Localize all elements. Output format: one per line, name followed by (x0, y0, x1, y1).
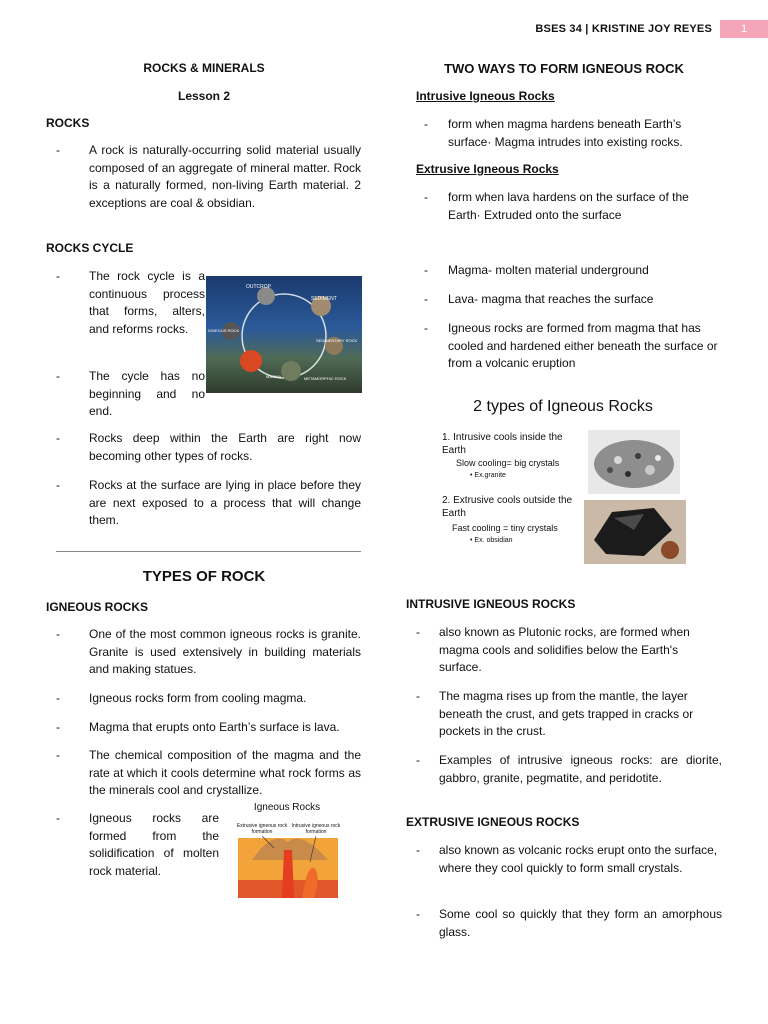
types-of-rock-heading: TYPES OF ROCK (142, 568, 266, 585)
list-item: - Igneous rocks are formed from the solidification of molten rock material. (56, 811, 219, 878)
list-item: - form when magma hardens beneath Earth’s surface· Magma intrudes into existing rocks. (424, 117, 683, 149)
intrusive-igneous-heading: INTRUSIVE IGNEOUS ROCKS (406, 597, 576, 611)
list-item: - Rocks deep within the Earth are right now becoming other types of rocks. (56, 431, 361, 463)
igneous-types-figure: 2 types of Igneous Rocks 1. Intrusive cools inside the Earth Slow cooling= big crystals • Ex.granite 2. Extrusive cools outside the Earth Fast cooling = tiny crystals • Ex. obsidian (436, 396, 690, 566)
doc-title: ROCKS & MINERALS (143, 61, 265, 75)
header-title: BSES 34 | KRISTINE JOY REYES (535, 23, 712, 35)
svg-text:SEDIMENT: SEDIMENT (311, 296, 337, 302)
figure-title: 2 types of Igneous Rocks (473, 398, 653, 415)
obsidian-photo (584, 500, 686, 564)
page-header (0, 20, 768, 38)
svg-text:IGNEOUS ROCK: IGNEOUS ROCK (208, 328, 240, 333)
volcano-cross-section (232, 800, 342, 900)
lesson-label: Lesson 2 (177, 89, 231, 103)
list-item: - Igneous rocks are formed from magma that has cooled and hardened either beneath the surface or from a volcanic eruption (424, 321, 718, 370)
list-item: - form when lava hardens on the surface of the Earth· Extruded onto the surface (424, 190, 689, 222)
list-item: - The rock cycle is a continuous process that forms, alters, and reforms rocks. (56, 269, 205, 336)
rock-cycle-image (206, 276, 362, 393)
svg-text:OUTCROP: OUTCROP (246, 284, 271, 290)
list-item: - Lava- magma that reaches the surface (424, 292, 654, 306)
list-item: - Some cool so quickly that they form an amorphous glass. (416, 907, 722, 939)
list-item: - also known as Plutonic rocks, are formed when magma cools and solidifies below the Earth's surface. (416, 625, 690, 674)
extrusive-heading: Extrusive Igneous Rocks (416, 162, 559, 176)
rock-cycle-diagram (206, 276, 362, 393)
list-item: - One of the most common igneous rocks is granite. Granite is used extensively in building materials and making statues. (56, 627, 361, 676)
svg-text:SEDIMENTARY ROCK: SEDIMENTARY ROCK (316, 338, 358, 343)
list-item: - Examples of intrusive igneous rocks: are diorite, gabbro, granite, pegmatite, and peridotite. (416, 753, 722, 785)
right-title: TWO WAYS TO FORM IGNEOUS ROCK (444, 61, 684, 76)
svg-text:MAGMA: MAGMA (266, 374, 282, 379)
svg-text:METAMORPHIC ROCK: METAMORPHIC ROCK (304, 376, 347, 381)
igneous-rocks-image: Igneous Rocks Extrusive igneous rock formation Intrusive igneous rock formation (232, 800, 342, 900)
list-item: - A rock is naturally-occurring solid material usually composed of an aggregate of mineral matter. Rock is a naturally formed, non-living Earth material. 2 exceptions are coal & obsidian. (56, 143, 361, 210)
page-number-badge: 1 (720, 20, 768, 38)
list-item: - The chemical composition of the magma and the rate at which it cools determine what rock forms as the minerals cool and crystallize. (56, 748, 361, 797)
intrusive-heading: Intrusive Igneous Rocks (416, 89, 555, 103)
granite-photo (588, 430, 680, 494)
list-item: - The cycle has no beginning and no end. (56, 369, 205, 418)
rock-cycle-heading: ROCKS CYCLE (46, 241, 134, 255)
list-item: - Magma that erupts onto Earth’s surface is lava. (56, 720, 340, 734)
extrusive-igneous-heading: EXTRUSIVE IGNEOUS ROCKS (406, 815, 580, 829)
rocks-heading: ROCKS (46, 116, 90, 130)
section-divider (56, 551, 361, 552)
igneous-rocks-heading: IGNEOUS ROCKS (46, 600, 149, 614)
list-item: - Rocks at the surface are lying in place before they are next exposed to a process that will change them. (56, 478, 361, 527)
list-item: - The magma rises up from the mantle, the layer beneath the crust, and gets trapped in cracks or pockets in the crust. (416, 689, 694, 738)
list-item: - Magma- molten material underground (424, 263, 649, 277)
list-item: - also known as volcanic rocks erupt onto the surface, where they cool quickly to form small crystals. (416, 843, 718, 875)
list-item: - Igneous rocks form from cooling magma. (56, 691, 307, 705)
